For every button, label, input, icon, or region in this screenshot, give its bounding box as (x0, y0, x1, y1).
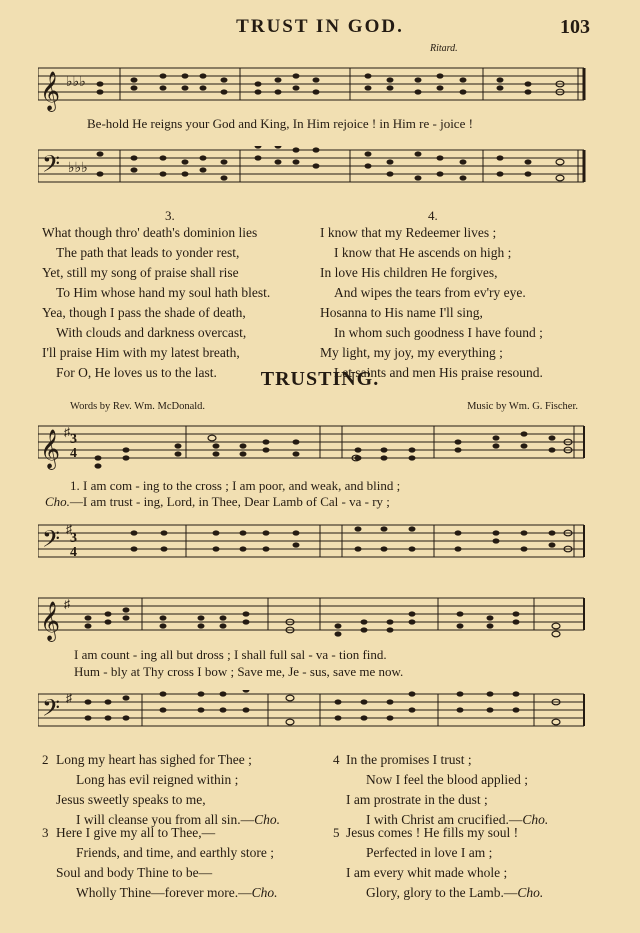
stanza-line-text: Glory, glory to the Lamb.— (366, 885, 518, 900)
verse3-line: Yea, though I pass the shade of death, (42, 305, 246, 320)
verse4-number: 4. (428, 208, 438, 223)
svg-text:♯: ♯ (64, 425, 70, 439)
stanza-line (56, 883, 277, 903)
verse3-line: With clouds and darkness overcast, (56, 325, 247, 340)
verse3-line: What though thro' death's dominion lies (42, 225, 258, 240)
treble-staff-2 (38, 422, 588, 470)
stanza-line: Soul and body Thine to be— (56, 865, 213, 880)
page-number: 103 (560, 16, 590, 38)
chorus-ref: Cho. (251, 885, 278, 900)
bass-staff-2-notation (38, 521, 588, 569)
verse3-line: To Him whose hand my soul hath blest. (56, 285, 271, 300)
treble-staff-3 (38, 594, 588, 642)
svg-text:♯: ♯ (66, 522, 72, 536)
verse3-line: I'll praise Him with my latest breath, (42, 345, 240, 360)
bass-staff-2 (38, 521, 588, 569)
bass-staff-3-notation (38, 690, 588, 738)
hymn-title: TRUST IN GOD. (236, 16, 404, 37)
svg-text:𝄢: 𝄢 (42, 694, 61, 727)
system2-chorus-lyric: Hum - bly at Thy cross I bow ; Save me, Je - sus, save me now. (74, 664, 404, 679)
verse3-line: The path that leads to yonder rest, (56, 245, 240, 260)
svg-text:3: 3 (70, 432, 77, 447)
verse3-number: 3. (165, 208, 175, 223)
stanza-line-text: Wholly Thine—forever more.— (76, 885, 252, 900)
system1-chorus-lyric (45, 494, 390, 510)
stanza-line: Jesus comes ! He fills my soul ! (346, 825, 519, 840)
svg-text:𝄞: 𝄞 (40, 601, 61, 641)
bass-staff-1-notation (38, 146, 588, 194)
stanza-line: Long my heart has sighed for Thee ; (56, 752, 252, 767)
verse4-line: In whom such goodness I have found ; (334, 325, 543, 340)
verse4-stanza (320, 223, 543, 383)
stanza-line: Jesus sweetly speaks to me, (56, 792, 206, 807)
svg-text:𝄢: 𝄢 (42, 150, 61, 183)
verse4-line: In love His children He forgives, (320, 265, 498, 280)
stanza-line: I am every whit made whole ; (346, 865, 508, 880)
stanza-line: Now I feel the blood applied ; (366, 772, 528, 787)
chorus-label: Cho. (45, 494, 70, 509)
treble-staff-3-notation (38, 594, 588, 642)
song2-verse4-stanza (346, 750, 548, 830)
verse3-stanza (42, 223, 270, 383)
verse4-line: Hosanna to His name I'll sing, (320, 305, 483, 320)
chorus-ref: Cho. (254, 812, 280, 827)
song2-verse4-number: 4 (333, 752, 340, 767)
verse4-line: My light, my joy, my everything ; (320, 345, 503, 360)
system2-verse-lyric: I am count - ing all but dross ; I shall full sal - va - tion find. (74, 647, 387, 662)
treble-staff-1 (38, 64, 588, 112)
stanza-line: Perfected in love I am ; (366, 845, 493, 860)
tempo-mark: Ritard. (430, 43, 458, 54)
svg-text:3: 3 (70, 531, 77, 546)
song2-verse5-number: 5 (333, 825, 340, 840)
bass-staff-1 (38, 146, 588, 194)
stanza-line-text: I with Christ am crucified.— (366, 812, 523, 827)
bass-staff-3 (38, 690, 588, 738)
chorus-line: —I am trust - ing, Lord, in Thee, Dear Lamb of Cal - va - ry ; (69, 494, 390, 509)
verse4-line: I know that He ascends on high ; (334, 245, 512, 260)
svg-text:𝄢: 𝄢 (42, 525, 61, 558)
song2-verse2-number: 2 (42, 752, 49, 767)
treble-staff-2-notation (38, 422, 588, 470)
verse4-line: Let saints and men His praise resound. (334, 365, 543, 380)
verse3-line: Yet, still my song of praise shall rise (42, 265, 239, 280)
svg-text:4: 4 (70, 446, 77, 461)
stanza-line: In the promises I trust ; (346, 752, 472, 767)
music-credit: Music by Wm. G. Fischer. (467, 401, 578, 412)
stanza-line: I am prostrate in the dust ; (346, 792, 488, 807)
svg-text:♯: ♯ (66, 691, 72, 705)
system1-verse-lyric: 1. I am com - ing to the cross ; I am poor, and weak, and blind ; (70, 478, 401, 493)
chorus-ref: Cho. (522, 812, 549, 827)
svg-text:♭♭♭: ♭♭♭ (66, 75, 86, 90)
stanza-line (346, 883, 543, 903)
chorus-ref: Cho. (517, 885, 544, 900)
svg-text:𝄞: 𝄞 (40, 429, 61, 469)
stanza-line: Friends, and time, and earthly store ; (76, 845, 274, 860)
stanza-line: Long has evil reigned within ; (76, 772, 239, 787)
svg-text:♯: ♯ (64, 597, 70, 611)
verse4-line: I know that my Redeemer lives ; (320, 225, 497, 240)
song2-verse3-stanza (56, 823, 277, 903)
song2-verse3-number: 3 (42, 825, 49, 840)
song2-verse2-stanza (56, 750, 280, 830)
treble-staff-1-notation (38, 64, 588, 112)
song2-title: TRUSTING. (260, 368, 380, 390)
stanza-line-text: I will cleanse you from all sin.— (76, 812, 255, 827)
song2-verse5-stanza (346, 823, 543, 903)
svg-text:4: 4 (70, 545, 77, 560)
verse3-line: For O, He loves us to the last. (56, 365, 217, 380)
svg-text:♭♭♭: ♭♭♭ (68, 161, 88, 176)
stanza-line: Here I give my all to Thee,— (56, 825, 216, 840)
svg-text:𝄞: 𝄞 (40, 71, 61, 111)
song1-lyric-line: Be-hold He reigns your God and King, In Him rejoice ! in Him re - joice ! (87, 116, 473, 131)
verse4-line: And wipes the tears from ev'ry eye. (334, 285, 526, 300)
words-credit: Words by Rev. Wm. McDonald. (70, 401, 206, 412)
